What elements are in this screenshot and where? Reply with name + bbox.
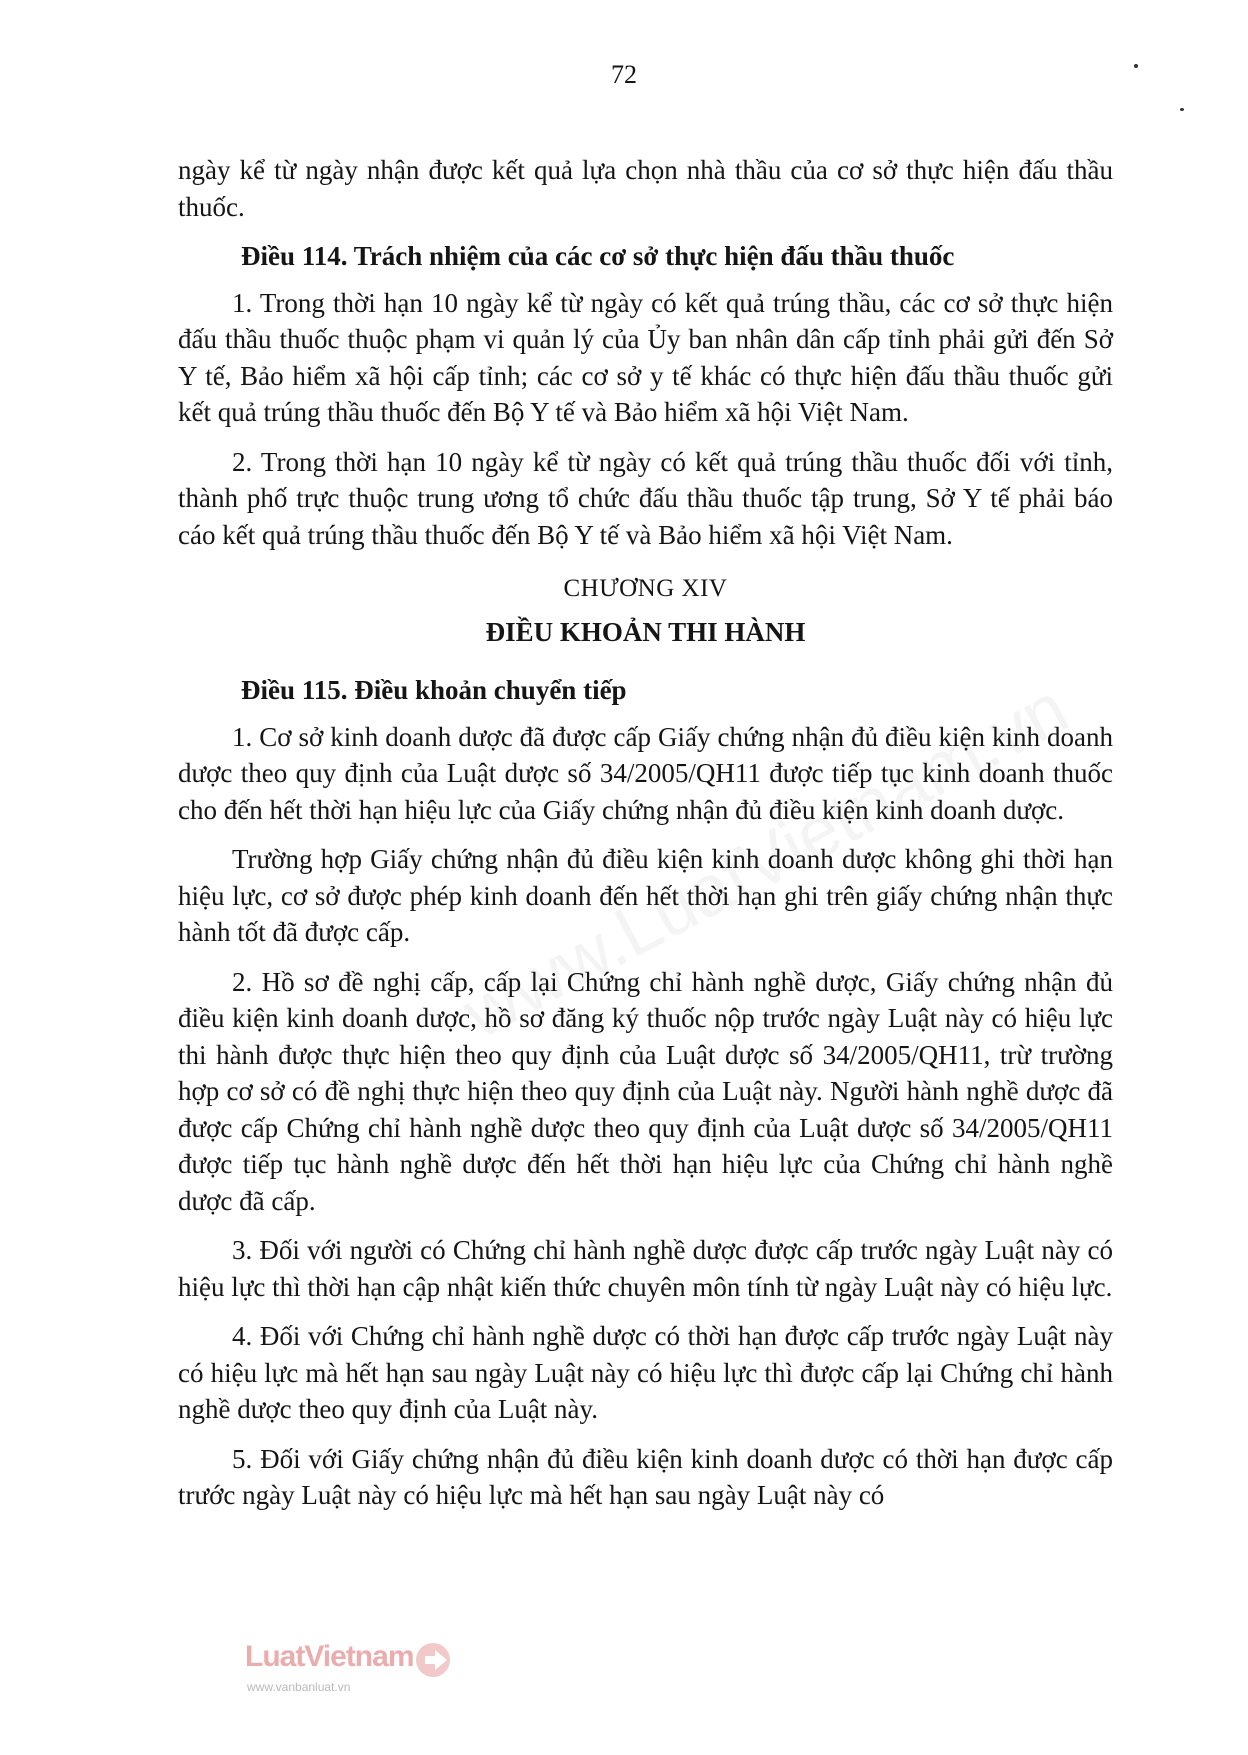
article-115-paragraph-1b: Trường hợp Giấy chứng nhận đủ điều kiện kinh doanh dược không ghi thời hạn hiệu lực, cơ sở được phép kinh doanh đến hết thời hạn ghi trên giấy chứng nhận thực hành tốt đã được cấp. [178,844,1113,947]
carryover-paragraph: ngày kể từ ngày nhận được kết quả lựa chọn nhà thầu của cơ sở thực hiện đấu thầu thuốc. [178,155,1113,222]
article-115-paragraph-2: 2. Hồ sơ đề nghị cấp, cấp lại Chứng chỉ hành nghề dược, Giấy chứng nhận đủ điều kiện kinh doanh dược, hồ sơ đăng ký thuốc nộp trước ngày Luật này có hiệu lực thi hành được thực hiện theo quy định của Luật dược số 34/2005/QH11, trừ trường hợp cơ sở có đề nghị thực hiện theo quy định của Luật này. Người hành nghề dược đã được cấp Chứng chỉ hành nghề dược theo quy định của Luật dược số 34/2005/QH11 được tiếp tục hành nghề dược đến hết thời hạn hiệu lực của Chứng chỉ hành nghề dược đã cấp. [178,966,1113,1216]
arrow-icon [415,1642,455,1678]
page-number: 72 [611,60,637,89]
luatvietnam-logo [245,1640,465,1710]
article-115-paragraph-3: 3. Đối với người có Chứng chỉ hành nghề dược được cấp trước ngày Luật này có hiệu lực thì thời hạn cập nhật kiến thức chuyên môn tính từ ngày Luật này có hiệu lực. [178,1235,1113,1302]
logo-text: LuatVietnam [245,1640,414,1673]
article-114-heading: Điều 114. Trách nhiệm của các cơ sở thực hiện đấu thầu thuốc [241,241,955,271]
logo-subtitle: www.vanbanluat.vn [247,1680,351,1694]
article-115-heading: Điều 115. Điều khoản chuyển tiếp [241,675,627,705]
article-115-paragraph-5: 5. Đối với Giấy chứng nhận đủ điều kiện kinh doanh dược có thời hạn được cấp trước ngày Luật này có hiệu lực mà hết hạn sau ngày Luật này có [178,1443,1113,1510]
chapter-label: CHƯƠNG XIV [563,575,728,602]
article-115-paragraph-1: 1. Cơ sở kinh doanh dược đã được cấp Giấy chứng nhận đủ điều kiện kinh doanh dược theo quy định của Luật dược số 34/2005/QH11 được tiếp tục kinh doanh thuốc cho đến hết thời hạn hiệu lực của Giấy chứng nhận đủ điều kiện kinh doanh dược. [178,721,1113,825]
article-115-paragraph-4: 4. Đối với Chứng chỉ hành nghề dược có thời hạn được cấp trước ngày Luật này có hiệu lực mà hết hạn sau ngày Luật này có hiệu lực thì được cấp lại Chứng chỉ hành nghề dược theo quy định của Luật này. [178,1321,1113,1424]
chapter-title: ĐIỀU KHOẢN THI HÀNH [485,616,806,647]
scan-speck [1134,64,1138,68]
scan-speck [1180,108,1184,111]
article-114-paragraph-2: 2. Trong thời hạn 10 ngày kể từ ngày có kết quả trúng thầu thuốc đối với tỉnh, thành phố trực thuộc trung ương tổ chức đấu thầu thuốc tập trung, Sở Y tế phải báo cáo kết quả trúng thầu thuốc đến Bộ Y tế và Bảo hiểm xã hội Việt Nam. [178,446,1113,550]
article-114-paragraph-1: 1. Trong thời hạn 10 ngày kể từ ngày có kết quả trúng thầu, các cơ sở thực hiện đấu thầu thuốc thuộc phạm vi quản lý của Ủy ban nhân dân cấp tỉnh phải gửi đến Sở Y tế, Bảo hiểm xã hội cấp tỉnh; các cơ sở y tế khác có thực hiện đấu thầu thuốc gửi kết quả trúng thầu thuốc đến Bộ Y tế và Bảo hiểm xã hội Việt Nam. [178,287,1113,427]
document-body [178,152,1113,1527]
